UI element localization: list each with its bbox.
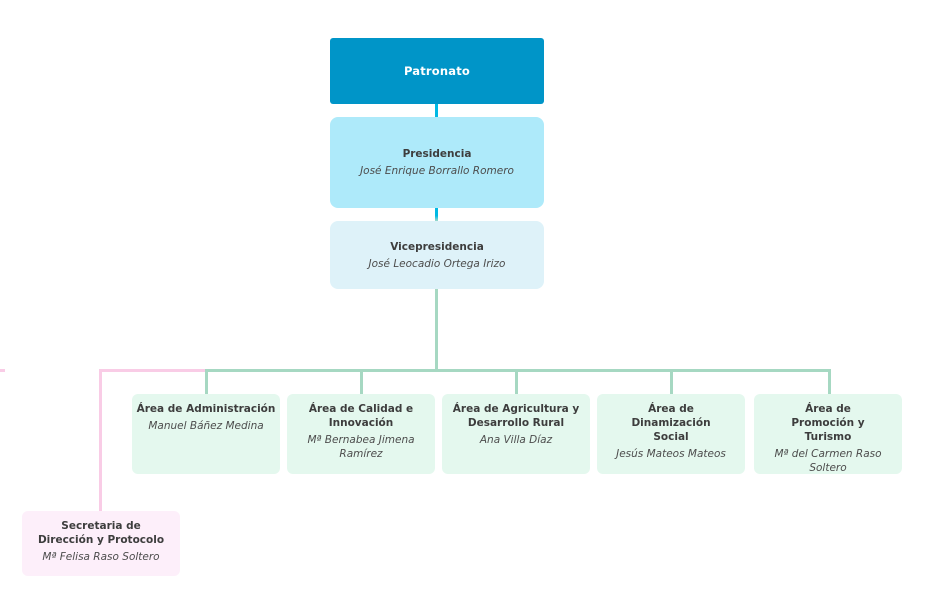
node-title: Área de Dinamización Social	[631, 403, 711, 443]
connector-drop-promocion	[828, 371, 831, 394]
node-area-agricultura-desarrollo-rural[interactable]	[442, 394, 590, 474]
connector-vicepresidencia-areas	[435, 289, 438, 372]
node-presidencia[interactable]	[330, 117, 544, 208]
node-person: Ana Villa Díaz	[479, 434, 553, 446]
connector-drop-administracion	[205, 371, 208, 394]
node-area-dinamizacion-social[interactable]	[597, 394, 745, 474]
node-title: Área de Promoción y Turismo	[791, 403, 865, 443]
node-person: Manuel Báñez Medina	[148, 420, 264, 432]
node-vicepresidencia[interactable]	[330, 221, 544, 289]
connector-drop-calidad	[360, 371, 363, 394]
node-area-calidad-innovacion[interactable]	[287, 394, 435, 474]
node-title: Patronato	[403, 64, 471, 78]
connector-drop-dinamizacion	[670, 371, 673, 394]
node-person: Mª Bernabea Jimena Ramírez	[307, 434, 415, 460]
node-person: Mª Felisa Raso Soltero	[42, 551, 160, 563]
node-patronato[interactable]	[330, 38, 544, 104]
node-title: Vicepresidencia	[390, 240, 484, 253]
node-title: Presidencia	[402, 148, 472, 160]
connector-patronato-presidencia	[435, 104, 438, 117]
node-person: Mª del Carmen Raso Soltero	[774, 448, 882, 474]
node-title: Área de Administración	[136, 403, 276, 415]
connector-presidencia-vicepresidencia	[435, 208, 438, 221]
node-person: José Enrique Borrallo Romero	[360, 165, 514, 177]
connector-drop-agricultura	[515, 371, 518, 394]
connector-secretaria-vertical-line	[99, 369, 102, 511]
node-title: Área de Calidad e Innovación	[308, 403, 414, 429]
connector-left-edge-tick	[0, 369, 5, 372]
node-person: José Leocadio Ortega Irizo	[368, 257, 506, 270]
node-person: Jesús Mateos Mateos	[616, 448, 726, 460]
connector-secretaria-horizontal-line	[99, 369, 205, 372]
node-title: Secretaria de Dirección y Protocolo	[37, 520, 165, 546]
node-area-promocion-turismo[interactable]	[754, 394, 902, 474]
node-title: Área de Agricultura y Desarrollo Rural	[452, 403, 580, 429]
node-area-administracion[interactable]	[132, 394, 280, 474]
connector-areas-horizontal-line	[205, 369, 831, 372]
node-secretaria-direccion-protocolo[interactable]	[22, 511, 180, 576]
